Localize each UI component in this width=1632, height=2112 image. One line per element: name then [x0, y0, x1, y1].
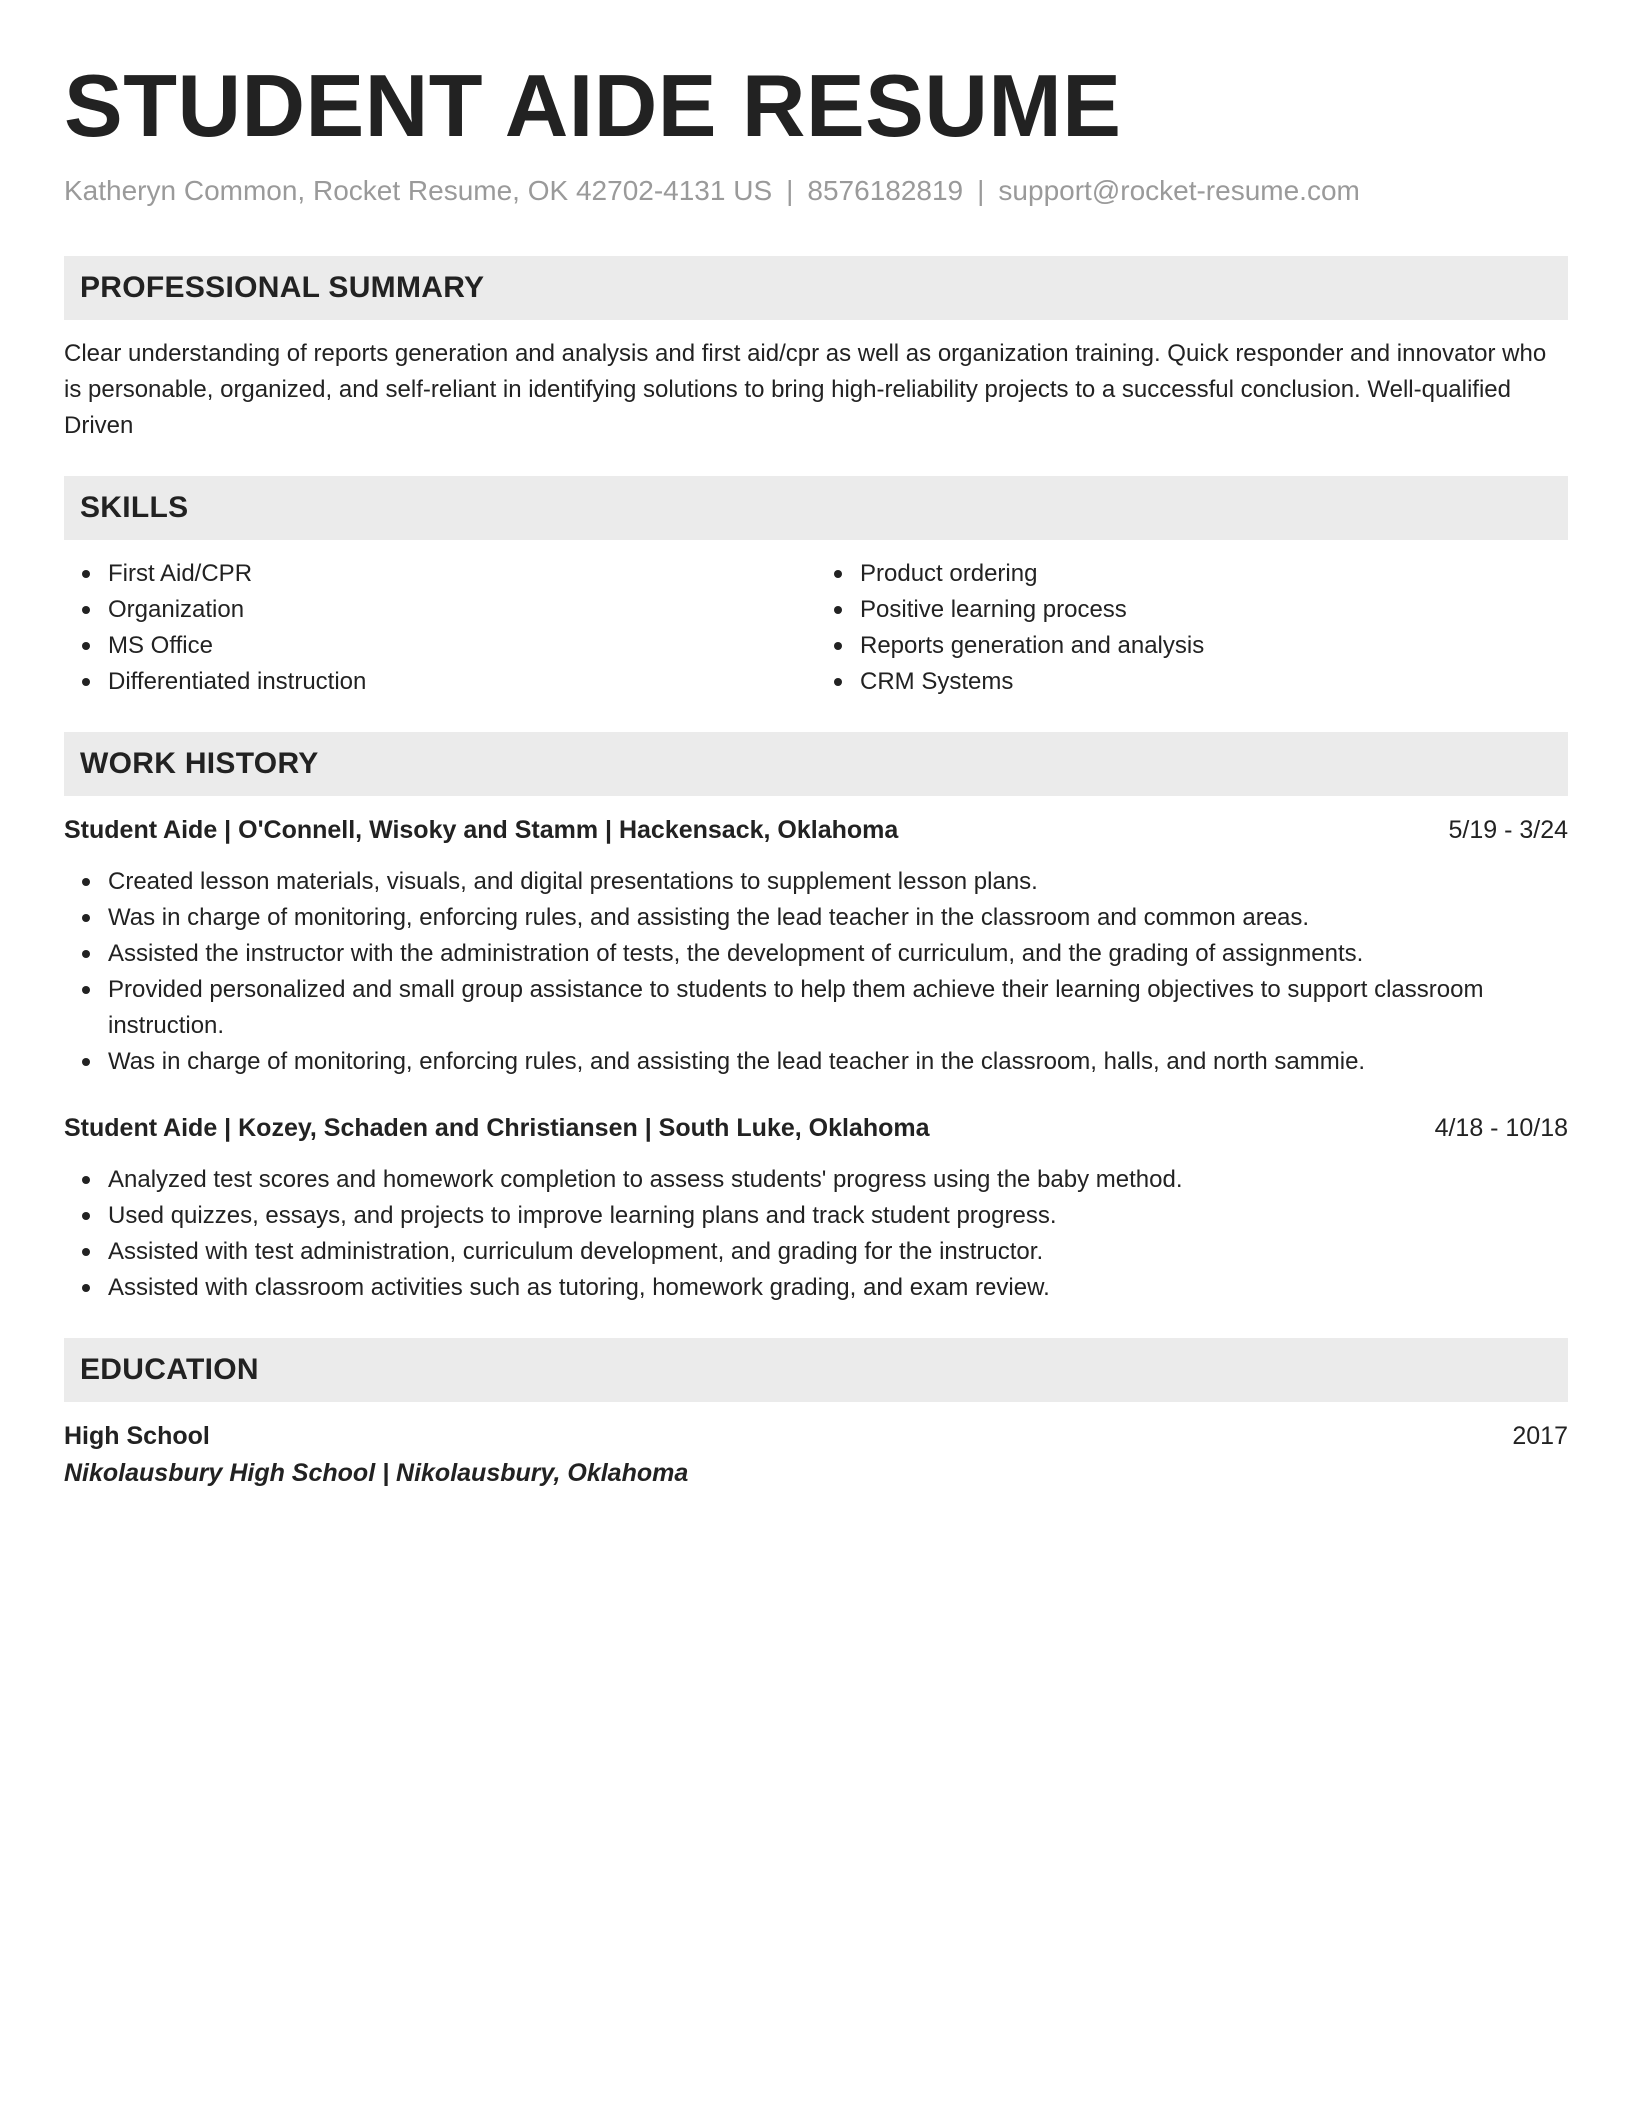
skill-item: Product ordering — [860, 556, 1568, 592]
job-bullet: Assisted with test administration, curriculum development, and grading for the instructor. — [108, 1234, 1568, 1270]
skill-item: First Aid/CPR — [108, 556, 816, 592]
education-header — [64, 1418, 1568, 1454]
job-header — [64, 1110, 1568, 1146]
education-school: Nikolausbury High School | Nikolausbury, Oklahoma — [64, 1459, 689, 1487]
job-header — [64, 812, 1568, 848]
job-bullets — [64, 864, 1568, 1080]
summary-heading: PROFESSIONAL SUMMARY — [64, 256, 1568, 320]
contact-separator: | — [786, 175, 794, 206]
contact-line — [64, 174, 1568, 208]
job-bullet: Was in charge of monitoring, enforcing rules, and assisting the lead teacher in the classroom and common areas. — [108, 900, 1568, 936]
job-entry — [64, 1110, 1568, 1306]
work-history-heading: WORK HISTORY — [64, 732, 1568, 796]
contact-phone: 8576182819 — [807, 175, 964, 206]
job-title: Student Aide | O'Connell, Wisoky and Stamm | Hackensack, Oklahoma — [64, 816, 899, 844]
skill-item: Organization — [108, 592, 816, 628]
skills-heading: SKILLS — [64, 476, 1568, 540]
contact-address: Katheryn Common, Rocket Resume, OK 42702-4131 US — [64, 175, 773, 206]
skill-item: Reports generation and analysis — [860, 628, 1568, 664]
education-degree: High School — [64, 1422, 210, 1450]
skills-right-column — [816, 556, 1568, 700]
job-title: Student Aide | Kozey, Schaden and Christiansen | South Luke, Oklahoma — [64, 1114, 930, 1142]
skill-item: CRM Systems — [860, 664, 1568, 700]
job-bullet: Assisted the instructor with the administration of tests, the development of curriculum, and the grading of assignments. — [108, 936, 1568, 972]
job-bullet: Analyzed test scores and homework completion to assess students' progress using the baby method. — [108, 1162, 1568, 1198]
job-dates: 4/18 - 10/18 — [1434, 1114, 1568, 1142]
skills-grid — [64, 556, 1568, 700]
job-bullets — [64, 1162, 1568, 1306]
job-bullet: Was in charge of monitoring, enforcing rules, and assisting the lead teacher in the classroom, halls, and north sammie. — [108, 1044, 1568, 1080]
summary-text: Clear understanding of reports generation and analysis and first aid/cpr as well as organization training. Quick responder and innovator who is personable, organized, and self-reliant in identifying solutions to bring high-reliability projects to a successful conclusion. Well-qualified Driven — [64, 340, 1547, 439]
contact-separator: | — [977, 175, 985, 206]
job-bullet: Created lesson materials, visuals, and digital presentations to supplement lesson plans. — [108, 864, 1568, 900]
job-bullet: Provided personalized and small group assistance to students to help them achieve their learning objectives to support classroom instruction. — [108, 972, 1568, 1044]
contact-email: support@rocket-resume.com — [998, 175, 1360, 206]
education-entry — [64, 1418, 1568, 1492]
education-heading: EDUCATION — [64, 1338, 1568, 1402]
job-entry — [64, 812, 1568, 1080]
job-bullet: Assisted with classroom activities such as tutoring, homework grading, and exam review. — [108, 1270, 1568, 1306]
resume-title: STUDENT AIDE RESUME — [64, 56, 1122, 155]
skills-left-column — [64, 556, 816, 700]
skill-item: Positive learning process — [860, 592, 1568, 628]
education-year: 2017 — [1512, 1422, 1568, 1450]
skill-item: Differentiated instruction — [108, 664, 816, 700]
job-bullet: Used quizzes, essays, and projects to improve learning plans and track student progress. — [108, 1198, 1568, 1234]
skill-item: MS Office — [108, 628, 816, 664]
job-dates: 5/19 - 3/24 — [1448, 816, 1568, 844]
